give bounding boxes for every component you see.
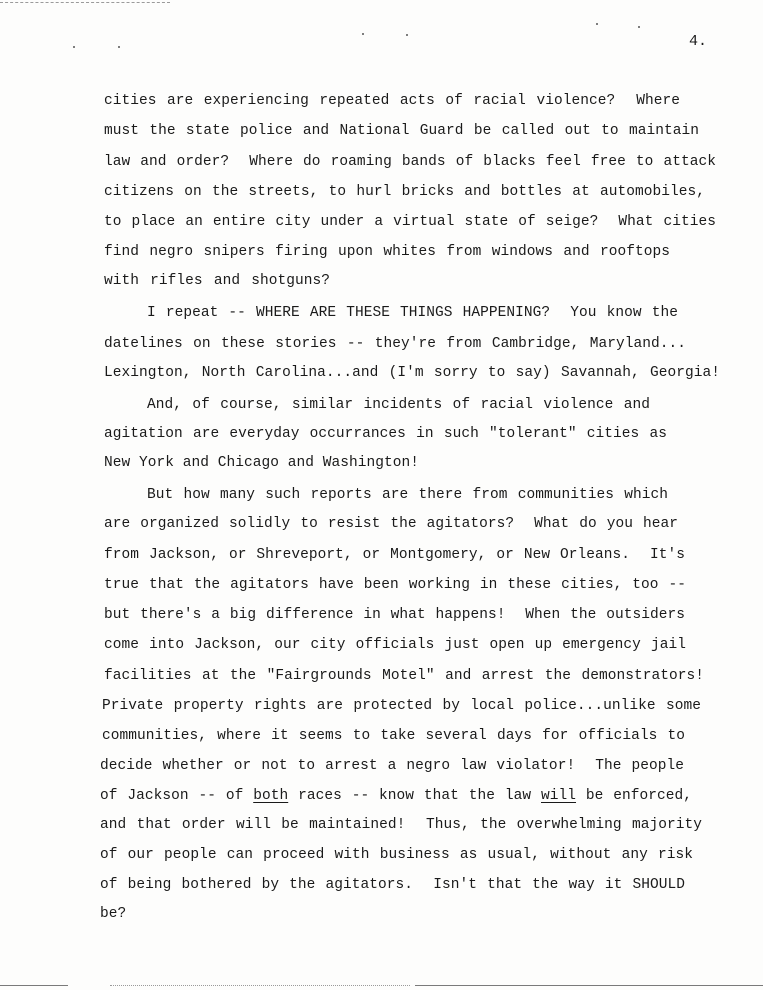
body-line: from Jackson, or Shreveport, or Montgomery, or New Orleans. It's <box>104 547 685 563</box>
body-line: And, of course, similar incidents of racial violence and <box>147 397 650 413</box>
body-line: citizens on the streets, to hurl bricks and bottles at automobiles, <box>104 184 705 200</box>
body-line: facilities at the "Fairgrounds Motel" and arrest the demonstrators! <box>104 668 704 684</box>
body-line: true that the agitators have been working in these cities, too -- <box>104 577 686 593</box>
body-line: communities, where it seems to take several days for officials to <box>102 728 685 744</box>
scan-speck <box>406 34 408 36</box>
body-line: with rifles and shotguns? <box>104 273 330 289</box>
line-text: of Jackson -- of <box>100 788 254 804</box>
body-line: of being bothered by the agitators. Isn't that the way it SHOULD <box>100 877 685 893</box>
body-line: must the state police and National Guard be called out to maintain <box>104 123 699 139</box>
body-line: New York and Chicago and Washington! <box>104 455 420 471</box>
body-line <box>100 787 692 805</box>
body-line: agitation are everyday occurrances in such "tolerant" cities as <box>104 426 667 442</box>
scan-speck <box>638 26 640 28</box>
body-line: I repeat -- WHERE ARE THESE THINGS HAPPENING? You know the <box>147 305 678 321</box>
page-number: 4. <box>689 33 708 50</box>
underlined-word: both <box>253 788 289 804</box>
underlined-word: will <box>541 788 577 804</box>
line-text: be enforced, <box>576 788 692 804</box>
body-line: datelines on these stories -- they're from Cambridge, Maryland... <box>104 336 686 352</box>
body-line: find negro snipers firing upon whites from windows and rooftops <box>104 244 670 260</box>
body-line: decide whether or not to arrest a negro law violator! The people <box>100 758 684 774</box>
bottom-edge-rule <box>0 985 68 986</box>
scan-speck <box>596 23 598 25</box>
top-edge-dashes <box>0 2 170 3</box>
scan-speck <box>118 46 120 48</box>
line-text: races -- know that the law <box>288 788 541 804</box>
scan-speck <box>73 46 75 48</box>
body-line: Private property rights are protected by local police...unlike some <box>102 698 701 714</box>
body-line: be? <box>100 906 127 922</box>
bottom-edge-dashes <box>110 985 410 986</box>
body-line: to place an entire city under a virtual state of seige? What cities <box>104 214 716 230</box>
body-line: of our people can proceed with business as usual, without any risk <box>100 847 693 863</box>
body-line: law and order? Where do roaming bands of blacks feel free to attack <box>104 154 716 170</box>
scan-speck <box>362 33 364 35</box>
body-line: come into Jackson, our city officials just open up emergency jail <box>104 637 686 653</box>
body-line: Lexington, North Carolina...and (I'm sorry to say) Savannah, Georgia! <box>104 365 720 381</box>
body-line: cities are experiencing repeated acts of racial violence? Where <box>104 93 680 109</box>
body-line: But how many such reports are there from communities which <box>147 487 668 503</box>
body-line: but there's a big difference in what happens! When the outsiders <box>104 607 685 623</box>
body-line: are organized solidly to resist the agitators? What do you hear <box>104 516 678 532</box>
body-line: and that order will be maintained! Thus, the overwhelming majority <box>100 817 702 833</box>
bottom-edge-rule <box>415 985 763 986</box>
